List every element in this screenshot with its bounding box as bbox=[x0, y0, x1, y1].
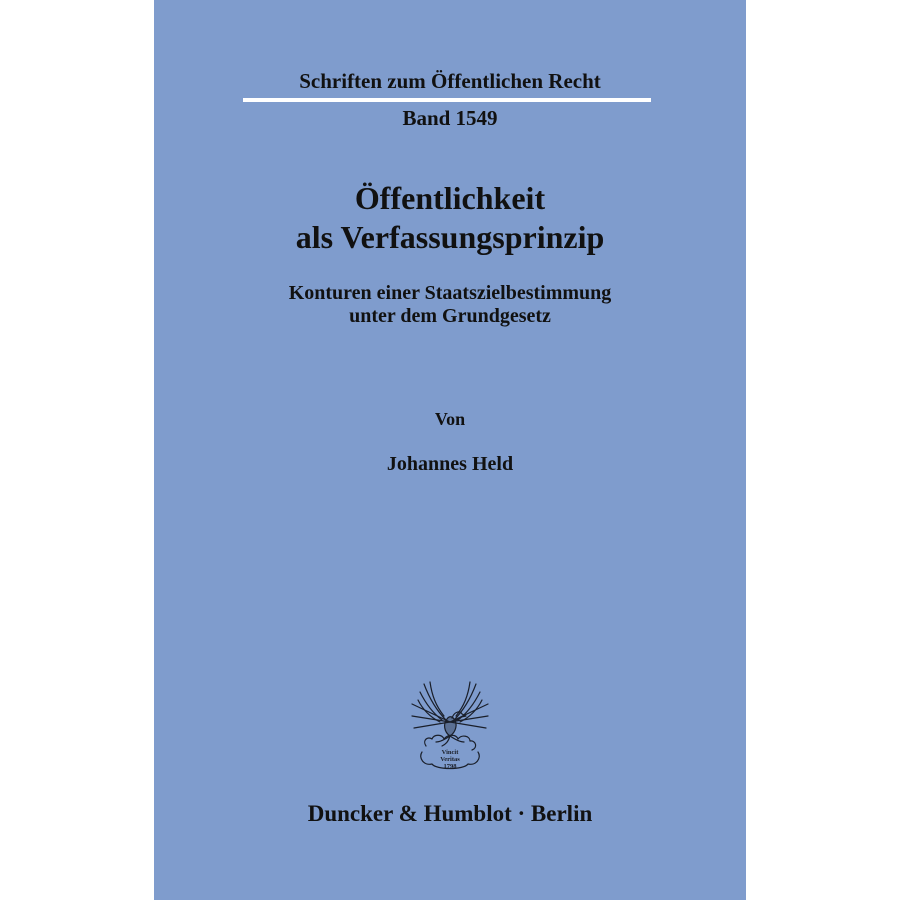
book-subtitle-line-2: unter dem Grundgesetz bbox=[349, 305, 551, 327]
book-cover bbox=[154, 0, 746, 900]
series-title: Schriften zum Öffentlichen Recht bbox=[299, 69, 601, 93]
book-title-line-2: als Verfassungsprinzip bbox=[295, 219, 605, 255]
book-title-line-1: Öffentlichkeit bbox=[354, 180, 546, 216]
volume-number: Band 1549 bbox=[402, 106, 498, 130]
publisher-name: Duncker & Humblot · Berlin bbox=[307, 801, 593, 826]
book-subtitle-line-1: Konturen einer Staatszielbestimmung bbox=[288, 282, 612, 304]
series-divider bbox=[243, 98, 651, 102]
phoenix-publisher-logo-icon bbox=[410, 676, 490, 772]
emblem-text-3: 1798 bbox=[443, 763, 457, 770]
emblem-text-1: Vincit bbox=[441, 749, 459, 756]
author-name: Johannes Held bbox=[386, 453, 514, 475]
by-label: Von bbox=[434, 409, 466, 429]
emblem-text-2: Veritas bbox=[440, 756, 460, 763]
